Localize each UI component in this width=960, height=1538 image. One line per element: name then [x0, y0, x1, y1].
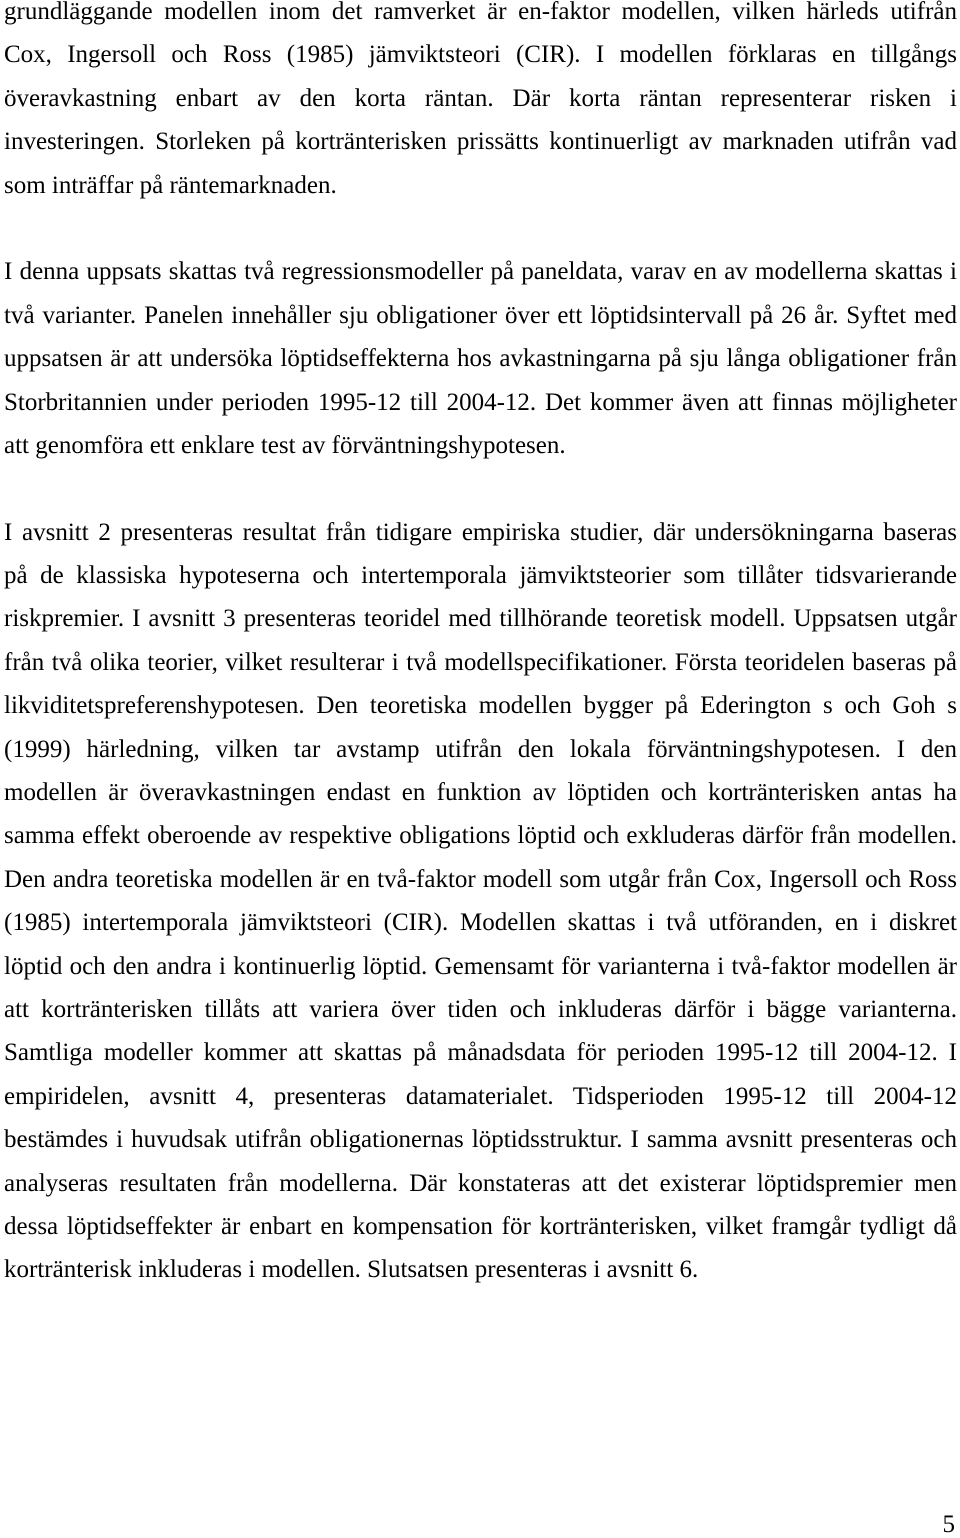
text-line: som inträffar på räntemarknaden. [4, 171, 337, 199]
text-line: (1999) härledning, vilken tar avstamp utifrån den lokala förväntningshypotesen. I den [4, 735, 957, 763]
body-text [4, 0, 957, 1345]
text-line: grundläggande modellen inom det ramverket är en-faktor modellen, vilken härleds utifrån [4, 0, 957, 25]
text-line: överavkastning enbart av den korta räntan. Där korta räntan representerar risken i [4, 84, 957, 112]
paragraph [4, 518, 957, 1302]
text-line: att genomföra ett enklare test av förväntningshypotesen. [4, 431, 566, 459]
text-line: I avsnitt 2 presenteras resultat från tidigare empiriska studier, där undersökningarna baseras [4, 518, 957, 546]
text-line: empiridelen, avsnitt 4, presenteras datamaterialet. Tidsperioden 1995-12 till 2004-12 [4, 1082, 957, 1110]
text-line: Storbritannien under perioden 1995-12 till 2004-12. Det kommer även att finnas möjligheter [4, 388, 957, 416]
text-line: dessa löptidseffekter är enbart en kompensation för kortränterisken, vilket framgår tydligt då [4, 1212, 957, 1240]
text-line: modellen är överavkastningen endast en funktion av löptiden och kortränterisken antas ha [4, 779, 957, 807]
text-line: investeringen. Storleken på kortränterisken prissätts kontinuerligt av marknaden utifrån vad [4, 128, 957, 156]
page-number: 5 [942, 1511, 955, 1538]
paragraph [4, 260, 957, 477]
text-line: riskpremier. I avsnitt 3 presenteras teoridel med tillhörande teoretisk modell. Uppsatsen utgår [4, 605, 957, 633]
text-line: löptid och den andra i kontinuerlig löptid. Gemensamt för varianterna i två-faktor modellen är [4, 952, 957, 980]
text-line: samma effekt oberoende av respektive obligations löptid och exkluderas därför från modellen. [4, 822, 957, 850]
text-line: att kortränterisken tillåts att variera över tiden och inkluderas därför i bägge varianterna. [4, 995, 957, 1023]
paragraph [4, 0, 957, 217]
text-line: från två olika teorier, vilket resulterar i två modellspecifikationer. Första teoridelen baseras på [4, 648, 957, 676]
text-line: likviditetspreferenshypotesen. Den teoretiska modellen bygger på Ederington s och Goh s [4, 692, 957, 720]
text-line: uppsatsen är att undersöka löptidseffekterna hos avkastningarna på sju långa obligationer från [4, 345, 957, 373]
text-line: Cox, Ingersoll och Ross (1985) jämviktsteori (CIR). I modellen förklaras en tillgångs [4, 41, 957, 69]
text-line: Den andra teoretiska modellen är en två-faktor modell som utgår från Cox, Ingersoll och Ross [4, 865, 957, 893]
text-line: analyseras resultaten från modellerna. Där konstateras att det existerar löptidspremier men [4, 1169, 957, 1197]
text-line: Samtliga modeller kommer att skattas på månadsdata för perioden 1995-12 till 2004-12. I [4, 1039, 957, 1067]
text-line: på de klassiska hypoteserna och intertemporala jämviktsteorier som tillåter tidsvarierande [4, 562, 957, 590]
text-line: kortränterisk inkluderas i modellen. Slutsatsen presenteras i avsnitt 6. [4, 1256, 699, 1284]
text-line: två varianter. Panelen innehåller sju obligationer över ett löptidsintervall på 26 år. Syftet med [4, 301, 957, 329]
text-line: (1985) intertemporala jämviktsteori (CIR). Modellen skattas i två utföranden, en i diskret [4, 909, 957, 937]
text-line: bestämdes i huvudsak utifrån obligationernas löptidsstruktur. I samma avsnitt presenteras och [4, 1126, 957, 1154]
text-line: I denna uppsats skattas två regressionsmodeller på paneldata, varav en av modellerna skattas i [4, 258, 957, 286]
